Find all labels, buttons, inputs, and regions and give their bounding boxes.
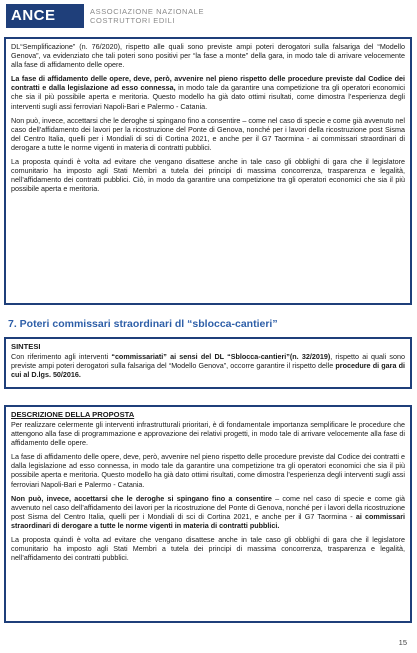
association-line-2: COSTRUTTORI EDILI xyxy=(90,16,176,25)
paragraph xyxy=(11,494,405,530)
bold-text: “commissariati” ai sensi del DL “Sblocca-cantieri”(n. 32/2019) xyxy=(111,352,331,361)
association-name xyxy=(90,7,204,25)
bold-text: procedure di gara di cui al D.lgs. 50/2016. xyxy=(11,361,405,380)
section-title: 7. Poteri commissari straordinari dl “sblocca-cantieri” xyxy=(8,318,278,330)
paragraph: Per realizzare celermente gli interventi infrastrutturali prioritari, è di fondamentale importanza semplificare le procedure che attengono alla fase di programmazione e approvazione dei relativi progetti, in modo tale di arrivare velocemente alla fase di affidamento delle opere. xyxy=(11,420,405,448)
ance-logo xyxy=(6,4,84,28)
text: – come nel caso di specie e come già avvenuto nel caso dell’affidamento dei lavori per la ricostruzione del Ponte di Genova, nonché per i lavori della ricostruzione post Sisma del Centro Italia, quelli per i Mondiali di sci di Cortina 2021, e anche per il G7 Taormina - xyxy=(11,493,405,521)
paragraph xyxy=(11,74,405,110)
logo-text: ANCE xyxy=(11,7,56,24)
sintesi-text xyxy=(11,352,405,379)
paragraph: La proposta quindi è volta ad evitare che vengano disattese anche in tale caso gli obblighi di gara che il legislatore comunitario ha imposto agli Stati Membri a tutela dei principi di massima concorrenza, trasparenza e legalità, nell’affidamento dei contratti pubblici. xyxy=(11,535,405,563)
page-header xyxy=(6,4,412,30)
text: Con riferimento agli interventi xyxy=(11,352,112,361)
paragraph: Non può, invece, accettarsi che le deroghe si spingano fino a consentire – come nel caso di specie e come già avvenuto nel caso dell’affidamento dei lavori per la ricostruzione del Ponte di Genova, nonché per i lavori della ricostruzione post Sisma del Centro Italia, quelli per i Mondiali di sci di Cortina 2021, e anche per il G7 Taormina - ai commissari straordinari di derogare a tutte le norme vigenti in materia di contratti pubblici. xyxy=(11,115,405,152)
text: in modo tale da garantire una competizione tra gli operatori economici che sia il più possibile aperta e meritoria. Questo modello ha già dato ottimi risultati, come dimostra l’esperienza degli interventi sugli assi ferroviari Napoli-Bari e Palermo - Catania. xyxy=(11,83,406,111)
bold-text: La fase di affidamento delle opere, deve, però, avvenire nel pieno rispetto delle procedure previste dal Codice dei contratti e dalla legislazione ad esso connessa, xyxy=(11,74,405,93)
bold-text: ai commissari straordinari di derogare a tutte le norme vigenti in materia di contratti pubblici. xyxy=(11,511,405,530)
bold-text: Non può, invece, accettarsi che le deroghe si spingano fino a consentire xyxy=(11,493,272,503)
proposal-heading: DESCRIZIONE DELLA PROPOSTA xyxy=(11,410,135,419)
paragraph: DL“Semplificazione” (n. 76/2020), rispetto alle quali sono previste ampi poteri derogatori sulla falsariga del “Modello Genova”, va evidenziato che tali poteri sono positivi per “la fase a monte” della gara, in modo tale di arrivare velocemente alla fase di affidamento delle opere. xyxy=(11,42,405,70)
paragraph: La fase di affidamento delle opere, deve, però, avvenire nel pieno rispetto delle procedure previste dal Codice dei contratti e dalla legislazione ad esso connessa, in modo tale da garantire una competizione tra gli operatori economici che sia il più possibile aperta e meritoria. Questo modello ha già dato ottimi risultati, come dimostra l’esperienza degli interventi sugli assi ferroviari Napoli-Bari e Palermo - Catania. xyxy=(11,452,405,489)
page-number: 15 xyxy=(398,638,407,647)
sintesi-heading: SINTESI xyxy=(11,342,41,351)
proposal-description-box xyxy=(4,405,412,623)
continued-proposal-box xyxy=(4,37,412,305)
association-line-1: ASSOCIAZIONE NAZIONALE xyxy=(90,7,205,16)
paragraph: La proposta quindi è volta ad evitare che vengano disattese anche in tale caso gli obblighi di gara che il legislatore comunitario ha imposto agli Stati Membri a tutela dei principi di massima concorrenza, trasparenza e legalità, nell’affidamento dei contratti pubblici. Ciò, in modo da garantire una competizione tra gli operatori economici che sia il più possibile aperta e meritoria. xyxy=(11,157,405,194)
text: , rispetto ai quali sono previste ampi poteri derogatori sulla falsariga del “Modello Genova”, occorre garantire il rispetto delle xyxy=(11,352,405,371)
sintesi-box xyxy=(4,337,412,389)
